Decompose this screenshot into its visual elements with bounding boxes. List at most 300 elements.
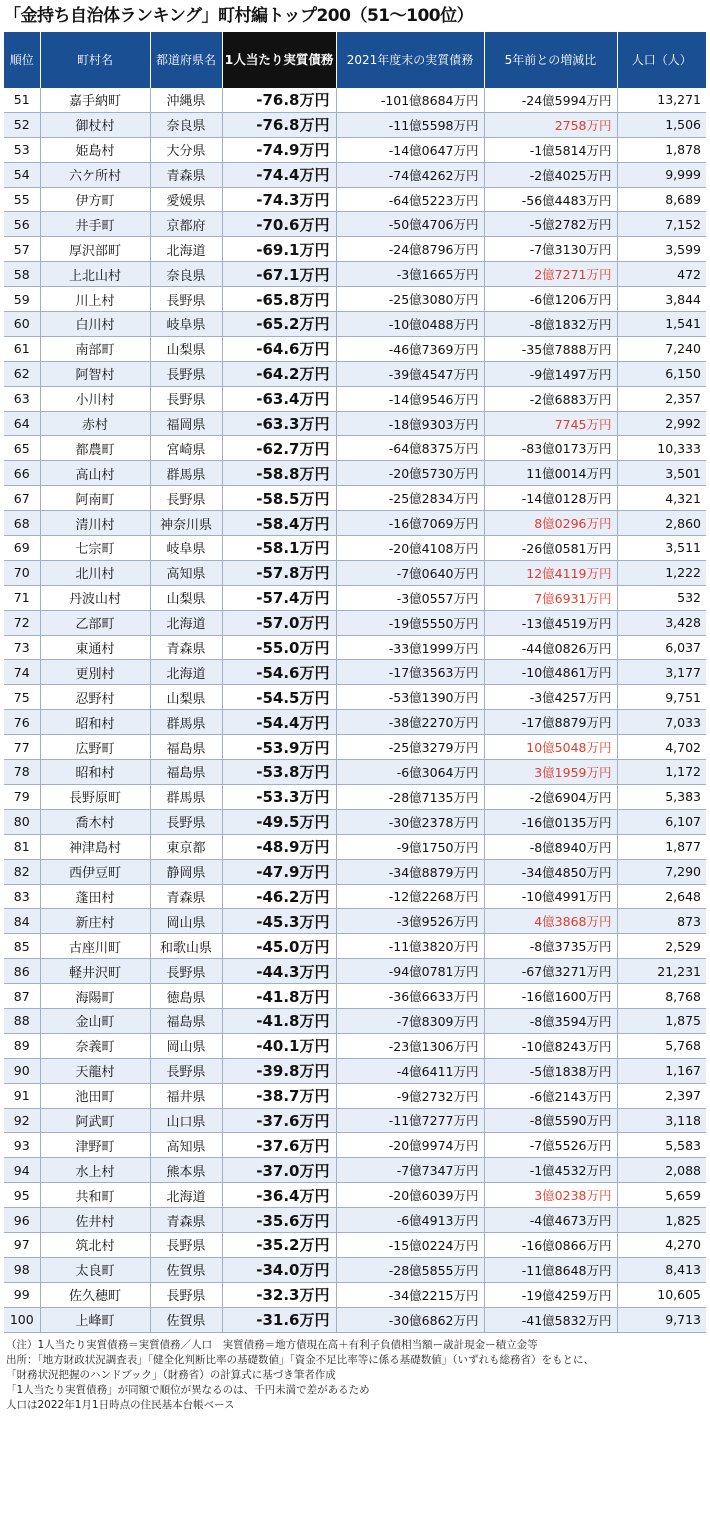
table-cell-change: -10億4991万円 <box>484 884 617 909</box>
table-cell-per-capita: -46.2万円 <box>222 884 336 909</box>
table-cell-pref: 愛媛県 <box>150 187 222 212</box>
table-cell-pref: 北海道 <box>150 610 222 635</box>
table-cell-pref: 熊本県 <box>150 1158 222 1183</box>
table-cell-rank: 66 <box>4 461 40 486</box>
table-cell-name: 南部町 <box>40 336 150 361</box>
footnotes <box>6 1338 710 1413</box>
table-cell-per-capita: -67.1万円 <box>222 262 336 287</box>
table-cell-pref: 神奈川県 <box>150 511 222 536</box>
table-cell-pop: 21,231 <box>617 959 706 984</box>
header-pop: 人口（人） <box>617 32 706 88</box>
table-cell-per-capita: -65.2万円 <box>222 312 336 337</box>
table-cell-pop: 7,033 <box>617 710 706 735</box>
table-row <box>4 212 706 237</box>
table-cell-name: 共和町 <box>40 1183 150 1208</box>
table-row <box>4 1058 706 1083</box>
table-header <box>4 32 706 88</box>
table-cell-debt: -16億7069万円 <box>336 511 484 536</box>
table-cell-debt: -24億8796万円 <box>336 237 484 262</box>
table-cell-per-capita: -54.6万円 <box>222 660 336 685</box>
table-cell-per-capita: -35.2万円 <box>222 1232 336 1257</box>
table-row <box>4 1208 706 1233</box>
table-cell-per-capita: -64.2万円 <box>222 361 336 386</box>
table-cell-per-capita: -70.6万円 <box>222 212 336 237</box>
table-cell-per-capita: -64.6万円 <box>222 336 336 361</box>
table-cell-name: 新庄村 <box>40 909 150 934</box>
table-cell-rank: 93 <box>4 1133 40 1158</box>
table-cell-pop: 6,150 <box>617 361 706 386</box>
table-cell-rank: 54 <box>4 162 40 187</box>
table-cell-per-capita: -54.5万円 <box>222 685 336 710</box>
table-row <box>4 1232 706 1257</box>
table-cell-per-capita: -58.4万円 <box>222 511 336 536</box>
table-cell-debt: -14億0647万円 <box>336 137 484 162</box>
table-cell-change: 10億5048万円 <box>484 735 617 760</box>
table-cell-debt: -18億9303万円 <box>336 411 484 436</box>
table-cell-per-capita: -41.8万円 <box>222 1008 336 1033</box>
table-cell-name: 御杖村 <box>40 112 150 137</box>
table-cell-pop: 1,506 <box>617 112 706 137</box>
footnote: 人口は2022年1月1日時点の住民基本台帳ベース <box>6 1398 235 1411</box>
table-row <box>4 834 706 859</box>
table-cell-name: 広野町 <box>40 735 150 760</box>
table-cell-name: 津野町 <box>40 1133 150 1158</box>
header-pref: 都道府県名 <box>150 32 222 88</box>
table-cell-change: -4億4673万円 <box>484 1208 617 1233</box>
table-cell-debt: -7億8309万円 <box>336 1008 484 1033</box>
table-cell-rank: 95 <box>4 1183 40 1208</box>
table-row <box>4 287 706 312</box>
table-cell-pop: 3,844 <box>617 287 706 312</box>
table-cell-rank: 57 <box>4 237 40 262</box>
table-cell-rank: 97 <box>4 1232 40 1257</box>
table-cell-rank: 51 <box>4 88 40 112</box>
table-cell-per-capita: -62.7万円 <box>222 436 336 461</box>
table-cell-pop: 2,397 <box>617 1083 706 1108</box>
table-cell-per-capita: -54.4万円 <box>222 710 336 735</box>
table-cell-name: 更別村 <box>40 660 150 685</box>
table-cell-pref: 高知県 <box>150 560 222 585</box>
table-cell-per-capita: -32.3万円 <box>222 1282 336 1307</box>
table-cell-pref: 和歌山県 <box>150 934 222 959</box>
table-cell-rank: 86 <box>4 959 40 984</box>
table-row <box>4 1008 706 1033</box>
table-row <box>4 685 706 710</box>
table-cell-change: -1億4532万円 <box>484 1158 617 1183</box>
table-cell-name: 昭和村 <box>40 710 150 735</box>
table-cell-debt: -4億6411万円 <box>336 1058 484 1083</box>
table-cell-rank: 75 <box>4 685 40 710</box>
table-cell-change: -2億6904万円 <box>484 784 617 809</box>
table-cell-change: -6億2143万円 <box>484 1083 617 1108</box>
table-cell-per-capita: -37.0万円 <box>222 1158 336 1183</box>
table-cell-pref: 長野県 <box>150 486 222 511</box>
table-cell-pref: 群馬県 <box>150 461 222 486</box>
table-cell-pref: 山梨県 <box>150 585 222 610</box>
table-cell-pref: 福島県 <box>150 735 222 760</box>
table-cell-change: 8億0296万円 <box>484 511 617 536</box>
table-cell-pref: 長野県 <box>150 386 222 411</box>
table-cell-name: 上峰町 <box>40 1307 150 1332</box>
table-cell-name: 六ケ所村 <box>40 162 150 187</box>
table-cell-pref: 青森県 <box>150 1208 222 1233</box>
table-cell-pref: 長野県 <box>150 959 222 984</box>
table-cell-per-capita: -55.0万円 <box>222 635 336 660</box>
header-name: 町村名 <box>40 32 150 88</box>
table-cell-debt: -28億5855万円 <box>336 1257 484 1282</box>
table-cell-pref: 青森県 <box>150 162 222 187</box>
table-cell-name: 小川村 <box>40 386 150 411</box>
table-cell-rank: 60 <box>4 312 40 337</box>
table-cell-name: 姫島村 <box>40 137 150 162</box>
table-cell-debt: -7億7347万円 <box>336 1158 484 1183</box>
table-cell-pop: 3,501 <box>617 461 706 486</box>
table-row <box>4 784 706 809</box>
table-cell-pop: 2,992 <box>617 411 706 436</box>
table-cell-per-capita: -31.6万円 <box>222 1307 336 1332</box>
table-cell-pop: 5,768 <box>617 1033 706 1058</box>
table-cell-change: -5億2782万円 <box>484 212 617 237</box>
footnote: 「財務状況把握のハンドブック」（財務省）の計算式に基づき筆者作成 <box>6 1368 336 1381</box>
table-cell-per-capita: -37.6万円 <box>222 1133 336 1158</box>
table-cell-change: -11億8648万円 <box>484 1257 617 1282</box>
table-cell-change: 11億0014万円 <box>484 461 617 486</box>
table-cell-change: -2億4025万円 <box>484 162 617 187</box>
table-cell-change: 3億0238万円 <box>484 1183 617 1208</box>
table-cell-name: 軽井沢町 <box>40 959 150 984</box>
table-cell-debt: -10億0488万円 <box>336 312 484 337</box>
table-cell-pop: 4,270 <box>617 1232 706 1257</box>
table-cell-pop: 10,333 <box>617 436 706 461</box>
table-cell-pref: 奈良県 <box>150 262 222 287</box>
table-cell-pop: 3,599 <box>617 237 706 262</box>
table-cell-debt: -7億0640万円 <box>336 560 484 585</box>
table-cell-pref: 青森県 <box>150 635 222 660</box>
table-cell-name: 水上村 <box>40 1158 150 1183</box>
table-cell-per-capita: -49.5万円 <box>222 809 336 834</box>
table-cell-debt: -38億2270万円 <box>336 710 484 735</box>
table-cell-per-capita: -76.8万円 <box>222 88 336 112</box>
table-cell-pop: 532 <box>617 585 706 610</box>
header-change: 5年前との増減比 <box>484 32 617 88</box>
table-cell-pop: 1,825 <box>617 1208 706 1233</box>
table-cell-change: 2億7271万円 <box>484 262 617 287</box>
table-cell-rank: 99 <box>4 1282 40 1307</box>
table-cell-change: -8億3735万円 <box>484 934 617 959</box>
table-row <box>4 635 706 660</box>
table-cell-rank: 65 <box>4 436 40 461</box>
table-cell-pop: 3,428 <box>617 610 706 635</box>
table-cell-per-capita: -65.8万円 <box>222 287 336 312</box>
table-cell-pref: 長野県 <box>150 1058 222 1083</box>
table-cell-debt: -28億7135万円 <box>336 784 484 809</box>
table-cell-debt: -23億1306万円 <box>336 1033 484 1058</box>
table-cell-pref: 長野県 <box>150 1232 222 1257</box>
table-cell-debt: -50億4706万円 <box>336 212 484 237</box>
table-cell-change: -10億8243万円 <box>484 1033 617 1058</box>
table-cell-change: 7745万円 <box>484 411 617 436</box>
table-cell-rank: 100 <box>4 1307 40 1332</box>
table-cell-pop: 7,152 <box>617 212 706 237</box>
table-cell-per-capita: -53.3万円 <box>222 784 336 809</box>
table-cell-name: 清川村 <box>40 511 150 536</box>
table-row <box>4 1257 706 1282</box>
page-title: 「金持ち自治体ランキング」町村編トップ200（51〜100位） <box>4 6 474 26</box>
table-cell-debt: -36億6633万円 <box>336 984 484 1009</box>
table-cell-rank: 73 <box>4 635 40 660</box>
table-cell-rank: 58 <box>4 262 40 287</box>
table-cell-debt: -101億8684万円 <box>336 88 484 112</box>
table-cell-per-capita: -63.3万円 <box>222 411 336 436</box>
table-row <box>4 1133 706 1158</box>
table-cell-pref: 佐賀県 <box>150 1307 222 1332</box>
table-cell-debt: -74億4262万円 <box>336 162 484 187</box>
table-cell-name: 嘉手納町 <box>40 88 150 112</box>
table-cell-name: 忍野村 <box>40 685 150 710</box>
table-cell-change: -17億8879万円 <box>484 710 617 735</box>
table-cell-debt: -9億1750万円 <box>336 834 484 859</box>
table-cell-debt: -39億4547万円 <box>336 361 484 386</box>
table-cell-debt: -33億1999万円 <box>336 635 484 660</box>
table-cell-pref: 東京都 <box>150 834 222 859</box>
table-cell-change: 2758万円 <box>484 112 617 137</box>
table-cell-rank: 76 <box>4 710 40 735</box>
table-cell-pop: 8,768 <box>617 984 706 1009</box>
table-row <box>4 237 706 262</box>
table-row <box>4 162 706 187</box>
table-cell-debt: -17億3563万円 <box>336 660 484 685</box>
table-cell-rank: 52 <box>4 112 40 137</box>
table-cell-debt: -46億7369万円 <box>336 336 484 361</box>
table-cell-rank: 90 <box>4 1058 40 1083</box>
table-cell-per-capita: -41.8万円 <box>222 984 336 1009</box>
table-cell-pop: 6,037 <box>617 635 706 660</box>
table-row <box>4 436 706 461</box>
table-cell-per-capita: -58.8万円 <box>222 461 336 486</box>
table-cell-name: 阿南町 <box>40 486 150 511</box>
table-row <box>4 884 706 909</box>
table-cell-name: 赤村 <box>40 411 150 436</box>
table-cell-debt: -25億3080万円 <box>336 287 484 312</box>
table-cell-rank: 83 <box>4 884 40 909</box>
table-cell-per-capita: -63.4万円 <box>222 386 336 411</box>
table-cell-name: 池田町 <box>40 1083 150 1108</box>
table-cell-rank: 96 <box>4 1208 40 1233</box>
table-cell-name: 七宗町 <box>40 536 150 561</box>
table-row <box>4 137 706 162</box>
table-cell-rank: 74 <box>4 660 40 685</box>
table-cell-rank: 80 <box>4 809 40 834</box>
table-row <box>4 1307 706 1332</box>
table-cell-pop: 9,999 <box>617 162 706 187</box>
table-cell-debt: -30億6862万円 <box>336 1307 484 1332</box>
table-cell-change: -8億1832万円 <box>484 312 617 337</box>
table-cell-rank: 53 <box>4 137 40 162</box>
table-cell-rank: 91 <box>4 1083 40 1108</box>
table-cell-pref: 北海道 <box>150 237 222 262</box>
table-cell-debt: -20億9974万円 <box>336 1133 484 1158</box>
table-row <box>4 660 706 685</box>
table-cell-change: -9億1497万円 <box>484 361 617 386</box>
table-cell-change: -7億5526万円 <box>484 1133 617 1158</box>
table-row <box>4 1083 706 1108</box>
table-cell-debt: -25億3279万円 <box>336 735 484 760</box>
table-cell-per-capita: -37.6万円 <box>222 1108 336 1133</box>
table-cell-pref: 佐賀県 <box>150 1257 222 1282</box>
table-cell-per-capita: -74.3万円 <box>222 187 336 212</box>
table-cell-debt: -64億8375万円 <box>336 436 484 461</box>
table-cell-pop: 2,860 <box>617 511 706 536</box>
table-cell-debt: -53億1390万円 <box>336 685 484 710</box>
table-cell-change: -10億4861万円 <box>484 660 617 685</box>
table-cell-name: 喬木村 <box>40 809 150 834</box>
table-cell-per-capita: -36.4万円 <box>222 1183 336 1208</box>
table-cell-per-capita: -53.9万円 <box>222 735 336 760</box>
table-cell-debt: -11億7277万円 <box>336 1108 484 1133</box>
table-cell-pref: 北海道 <box>150 660 222 685</box>
table-cell-name: 太良町 <box>40 1257 150 1282</box>
table-cell-pref: 福島県 <box>150 760 222 785</box>
table-cell-pref: 宮崎県 <box>150 436 222 461</box>
table-cell-change: -19億4259万円 <box>484 1282 617 1307</box>
table-body <box>4 88 706 1332</box>
table-cell-pop: 1,878 <box>617 137 706 162</box>
table-cell-pref: 群馬県 <box>150 710 222 735</box>
table-cell-rank: 61 <box>4 336 40 361</box>
header-per-capita: 1人当たり実質債務 <box>222 32 336 88</box>
table-cell-name: 白川村 <box>40 312 150 337</box>
table-cell-change: -24億5994万円 <box>484 88 617 112</box>
table-cell-pop: 8,413 <box>617 1257 706 1282</box>
table-cell-per-capita: -39.8万円 <box>222 1058 336 1083</box>
table-cell-per-capita: -57.0万円 <box>222 610 336 635</box>
table-cell-debt: -34億8879万円 <box>336 859 484 884</box>
table-cell-change: 12億4119万円 <box>484 560 617 585</box>
table-cell-debt: -12億2268万円 <box>336 884 484 909</box>
table-cell-change: -13億4519万円 <box>484 610 617 635</box>
table-row <box>4 585 706 610</box>
table-cell-pref: 岐阜県 <box>150 312 222 337</box>
table-cell-per-capita: -44.3万円 <box>222 959 336 984</box>
table-cell-rank: 84 <box>4 909 40 934</box>
table-cell-pop: 9,713 <box>617 1307 706 1332</box>
table-cell-change: -3億4257万円 <box>484 685 617 710</box>
table-cell-change: -44億0826万円 <box>484 635 617 660</box>
table-cell-rank: 82 <box>4 859 40 884</box>
table-cell-rank: 63 <box>4 386 40 411</box>
table-cell-debt: -20億6039万円 <box>336 1183 484 1208</box>
table-cell-change: -1億5814万円 <box>484 137 617 162</box>
table-cell-pref: 高知県 <box>150 1133 222 1158</box>
table-cell-per-capita: -48.9万円 <box>222 834 336 859</box>
table-cell-change: -8億3594万円 <box>484 1008 617 1033</box>
table-row <box>4 984 706 1009</box>
table-cell-debt: -3億9526万円 <box>336 909 484 934</box>
table-cell-per-capita: -45.0万円 <box>222 934 336 959</box>
table-cell-per-capita: -74.4万円 <box>222 162 336 187</box>
table-cell-pop: 1,541 <box>617 312 706 337</box>
table-cell-pref: 福井県 <box>150 1083 222 1108</box>
table-cell-per-capita: -57.8万円 <box>222 560 336 585</box>
table-row <box>4 1108 706 1133</box>
table-cell-name: 阿智村 <box>40 361 150 386</box>
table-cell-pref: 福島県 <box>150 1008 222 1033</box>
table-cell-rank: 72 <box>4 610 40 635</box>
table-row <box>4 336 706 361</box>
table-cell-change: -16億1600万円 <box>484 984 617 1009</box>
table-cell-change: -14億0128万円 <box>484 486 617 511</box>
table-cell-pref: 奈良県 <box>150 112 222 137</box>
table-cell-pref: 群馬県 <box>150 784 222 809</box>
table-cell-change: -16億0135万円 <box>484 809 617 834</box>
table-row <box>4 1158 706 1183</box>
table-cell-debt: -6億4913万円 <box>336 1208 484 1233</box>
table-cell-pop: 472 <box>617 262 706 287</box>
table-cell-per-capita: -57.4万円 <box>222 585 336 610</box>
table-cell-pop: 1,877 <box>617 834 706 859</box>
table-cell-name: 上北山村 <box>40 262 150 287</box>
table-cell-pop: 4,321 <box>617 486 706 511</box>
table-cell-pop: 8,689 <box>617 187 706 212</box>
table-cell-pop: 1,172 <box>617 760 706 785</box>
table-cell-debt: -34億2215万円 <box>336 1282 484 1307</box>
table-cell-pop: 7,290 <box>617 859 706 884</box>
table-cell-change: -56億4483万円 <box>484 187 617 212</box>
table-row <box>4 959 706 984</box>
table-cell-rank: 94 <box>4 1158 40 1183</box>
table-cell-pop: 1,167 <box>617 1058 706 1083</box>
table-cell-debt: -94億0781万円 <box>336 959 484 984</box>
table-cell-per-capita: -35.6万円 <box>222 1208 336 1233</box>
table-row <box>4 486 706 511</box>
table-cell-pref: 徳島県 <box>150 984 222 1009</box>
table-cell-name: 西伊豆町 <box>40 859 150 884</box>
table-row <box>4 312 706 337</box>
table-cell-debt: -25億2834万円 <box>336 486 484 511</box>
table-row <box>4 88 706 112</box>
table-cell-rank: 78 <box>4 760 40 785</box>
table-row <box>4 411 706 436</box>
table-cell-rank: 77 <box>4 735 40 760</box>
table-cell-pop: 10,605 <box>617 1282 706 1307</box>
table-cell-pref: 大分県 <box>150 137 222 162</box>
table-row <box>4 859 706 884</box>
table-cell-pop: 9,751 <box>617 685 706 710</box>
table-cell-debt: -15億0224万円 <box>336 1232 484 1257</box>
table-cell-name: 金山町 <box>40 1008 150 1033</box>
table-cell-rank: 59 <box>4 287 40 312</box>
table-row <box>4 361 706 386</box>
table-cell-pref: 長野県 <box>150 1282 222 1307</box>
table-cell-pop: 5,583 <box>617 1133 706 1158</box>
footnote: 「1人当たり実質債務」が同額で順位が異なるのは、千円未満で差があるため <box>6 1383 370 1396</box>
table-cell-name: 蓬田村 <box>40 884 150 909</box>
table-cell-change: -83億0173万円 <box>484 436 617 461</box>
table-cell-debt: -6億3064万円 <box>336 760 484 785</box>
table-cell-pop: 1,875 <box>617 1008 706 1033</box>
table-cell-debt: -3億0557万円 <box>336 585 484 610</box>
footnote: 出所：「地方財政状況調査表」「健全化判断比率の基礎数値」「資金不足比率等に係る基礎数値」（いずれも総務省）をもとに、 <box>6 1353 594 1366</box>
table-cell-per-capita: -58.5万円 <box>222 486 336 511</box>
table-cell-change: -5億1838万円 <box>484 1058 617 1083</box>
ranking-table <box>4 32 706 1333</box>
table-cell-pop: 2,529 <box>617 934 706 959</box>
table-cell-name: 奈義町 <box>40 1033 150 1058</box>
table-cell-pop: 2,357 <box>617 386 706 411</box>
table-row <box>4 262 706 287</box>
header-debt: 2021年度末の実質債務 <box>336 32 484 88</box>
table-cell-debt: -14億9546万円 <box>336 386 484 411</box>
